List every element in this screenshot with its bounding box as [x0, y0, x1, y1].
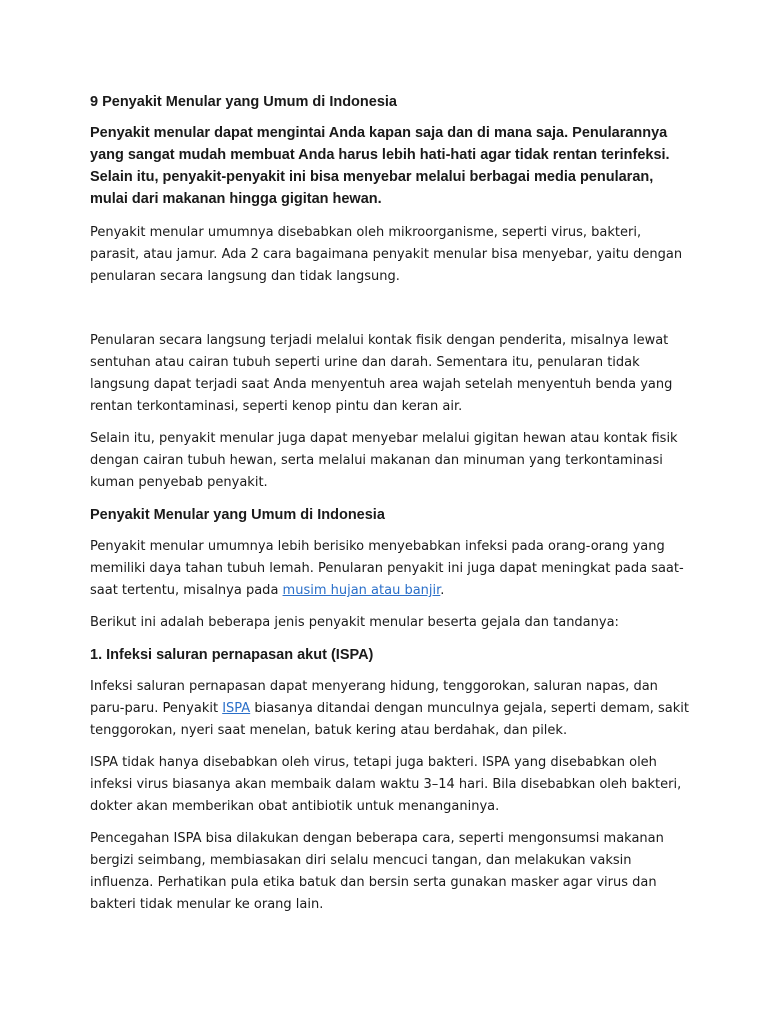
- paragraph-risk-end: .: [440, 583, 445, 598]
- paragraph-direct-transmission: Penularan secara langsung terjadi melalui kontak fisik dengan penderita, misalnya lewat sentuhan atau cairan tubuh seperti urine dan darah. Sementara itu, penularan tidak langsung dapat terjadi saat Anda menyentuh area wajah setelah menyentuh benda yang rentan terkontaminasi, seperti kenop pintu dan keran air.: [90, 333, 673, 414]
- lead-paragraph: Penyakit menular dapat mengintai Anda kapan saja dan di mana saja. Penularannya yang sangat mudah membuat Anda harus lebih hati-hati agar tidak rentan terinfeksi. Selain itu, penyakit-penyakit ini bisa menyebar melalui berbagai media penularan, mulai dari makanan hingga gigitan hewan.: [90, 125, 670, 207]
- subsection-heading-ispa: 1. Infeksi saluran pernapasan akut (ISPA): [90, 647, 374, 663]
- paragraph-list-intro: Berikut ini adalah beberapa jenis penyakit menular beserta gejala dan tandanya:: [90, 615, 619, 630]
- rainy-season-link[interactable]: musim hujan atau banjir: [282, 583, 441, 598]
- paragraph-ispa-symptoms: [90, 676, 690, 742]
- section-heading: Penyakit Menular yang Umum di Indonesia: [90, 507, 385, 523]
- paragraph-ispa-causes: ISPA tidak hanya disebabkan oleh virus, tetapi juga bakteri. ISPA yang disebabkan oleh infeksi virus biasanya akan membaik dalam waktu 3–14 hari. Bila disebabkan oleh bakteri, dokter akan memberikan obat antibiotik untuk menanganinya.: [90, 755, 682, 814]
- ispa-link[interactable]: ISPA: [222, 701, 251, 716]
- paragraph-ispa-text-end: biasanya ditandai dengan munculnya gejala, seperti demam, sakit tenggorokan, nyeri saat menelan, batuk kering atau berdahak, dan pilek.: [90, 701, 689, 738]
- spacer: [90, 298, 690, 330]
- paragraph-risk: [90, 536, 690, 602]
- document-title: 9 Penyakit Menular yang Umum di Indonesia: [90, 94, 397, 110]
- paragraph-risk-text: Penyakit menular umumnya lebih berisiko menyebabkan infeksi pada orang-orang yang memiliki daya tahan tubuh lemah. Penularan penyakit ini juga dapat meningkat pada saat-saat tertentu, misalnya pada: [90, 539, 684, 598]
- paragraph-animal-transmission: Selain itu, penyakit menular juga dapat menyebar melalui gigitan hewan atau kontak fisik dengan cairan tubuh hewan, serta melalui makanan dan minuman yang terkontaminasi kuman penyebab penyakit.: [90, 431, 678, 490]
- paragraph-intro: Penyakit menular umumnya disebabkan oleh mikroorganisme, seperti virus, bakteri, parasit, atau jamur. Ada 2 cara bagaimana penyakit menular bisa menyebar, yaitu dengan penularan secara langsung dan tidak langsung.: [90, 225, 683, 284]
- paragraph-ispa-text: Infeksi saluran pernapasan dapat menyerang hidung, tenggorokan, saluran napas, dan paru-paru. Penyakit: [90, 679, 658, 716]
- document-page: [90, 92, 690, 926]
- paragraph-ispa-prevention: Pencegahan ISPA bisa dilakukan dengan beberapa cara, seperti mengonsumsi makanan bergizi seimbang, membiasakan diri selalu mencuci tangan, dan melakukan vaksin influenza. Perhatikan pula etika batuk dan bersin serta gunakan masker agar virus dan bakteri tidak menular ke orang lain.: [90, 831, 664, 912]
